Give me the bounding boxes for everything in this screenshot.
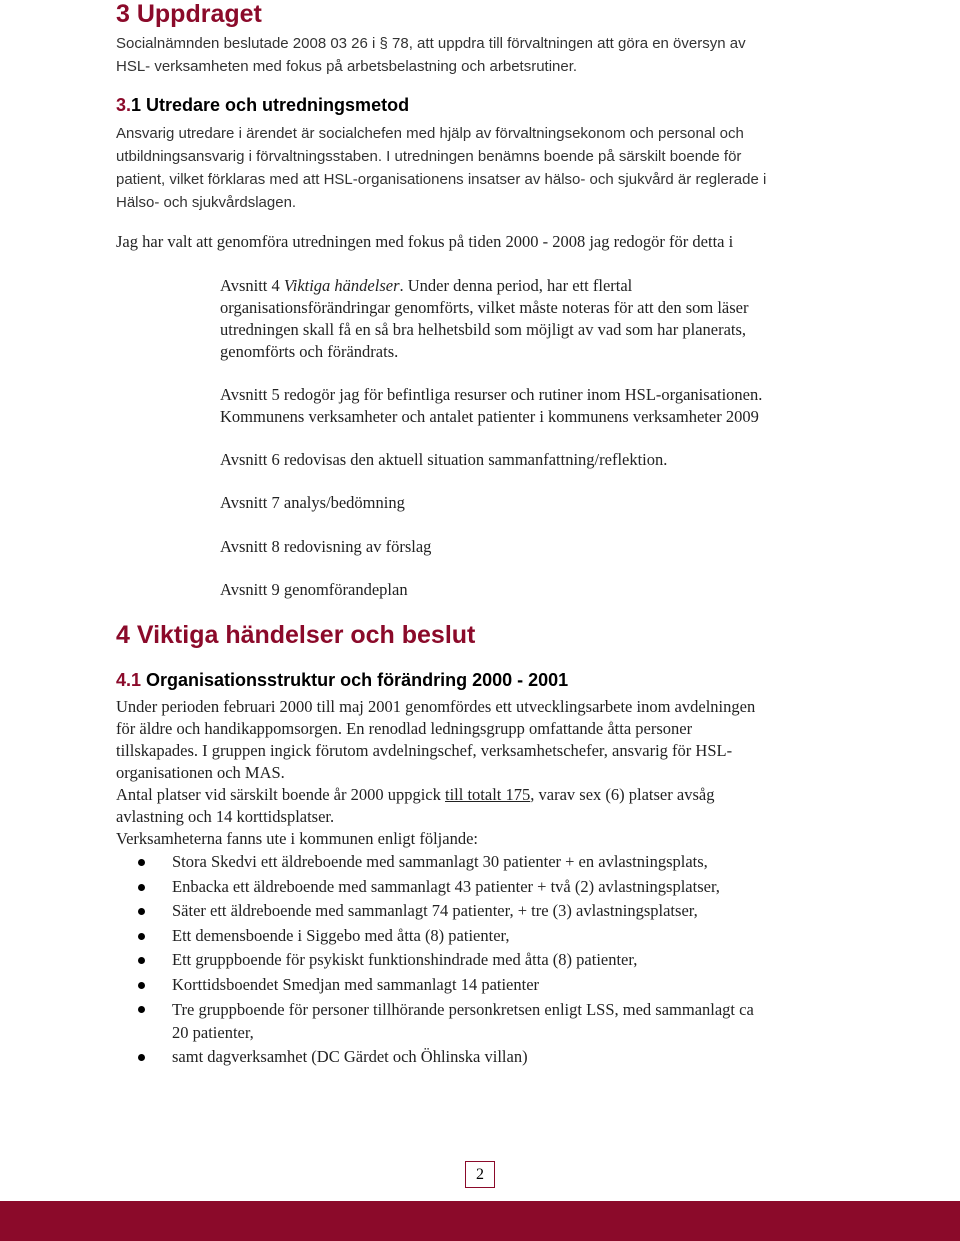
section-4-1-heading	[116, 670, 568, 691]
list-item-text: 20 patienter,	[172, 1023, 254, 1042]
list-item-text: Stora Skedvi ett äldreboende med sammanlagt 30 patienter + en avlastningsplats,	[172, 852, 708, 871]
text-line: Verksamheterna fanns ute i kommunen enligt följande:	[116, 829, 478, 848]
bullet-icon	[138, 859, 145, 866]
heading-number: 3.	[116, 95, 132, 115]
avsnitt-6: Avsnitt 6 redovisas den aktuell situation sammanfattning/reflektion.	[220, 450, 668, 469]
text-line: Ansvarig utredare i ärendet är socialchefen med hjälp av förvaltningsekonom och personal och	[116, 125, 744, 142]
facilities-list	[116, 850, 754, 1070]
text-span: , varav sex (6) platser avsåg	[530, 785, 715, 804]
list-item	[116, 875, 754, 900]
avsnitt-7: Avsnitt 7 analys/bedömning	[220, 493, 405, 512]
bullet-icon	[138, 1054, 145, 1061]
text-line: Kommunens verksamheter och antalet patienter i kommunens verksamheter 2009	[220, 407, 759, 426]
section-3-1-paragraph	[116, 122, 766, 214]
underlined-text: till totalt 175	[445, 785, 531, 804]
text-line: Hälso- och sjukvårdslagen.	[116, 194, 297, 211]
text-line: organisationen och MAS.	[116, 763, 285, 782]
italic-text: Viktiga händelser	[283, 276, 400, 295]
list-item-text: Enbacka ett äldreboende med sammanlagt 43 patienter + två (2) avlastningsplatser,	[172, 876, 720, 896]
text-line: utredningen skall få en så bra helhetsbild som möjligt av vad som har planerats,	[220, 320, 747, 339]
text-line: tillskapades. I gruppen ingick förutom avdelningschef, verksamhetschefer, ansvarig för HSL-	[116, 741, 733, 760]
section-3-heading: 3 Uppdraget	[116, 0, 262, 28]
text-line: patient, vilket förklaras med att HSL-organisationens insatser av hälso- och sjukvård är reglerade i	[116, 171, 767, 188]
bullet-icon	[138, 1006, 145, 1013]
text-line: för äldre och handikappomsorgen. En renodlad ledningsgrupp omfattande åtta personer	[116, 719, 693, 738]
text-line	[116, 784, 755, 806]
focus-line: Jag har valt att genomföra utredningen med fokus på tiden 2000 - 2008 jag redogör för detta i	[116, 232, 734, 251]
text-line: Avsnitt 5 redogör jag för befintliga resurser och rutiner inom HSL-organisationen.	[220, 385, 763, 404]
list-item-text: Ett demensboende i Siggebo med åtta (8) patienter,	[172, 925, 510, 945]
bullet-icon	[138, 884, 145, 891]
list-item	[116, 1045, 754, 1070]
list-item	[116, 948, 754, 973]
text-line: genomförts och förändrats.	[220, 342, 399, 361]
list-item	[116, 997, 754, 1045]
text-line	[116, 145, 766, 168]
list-item-text: Korttidsboendet Smedjan med sammanlagt 14 patienter	[172, 974, 540, 994]
bullet-icon	[138, 957, 145, 964]
text-line	[220, 275, 748, 297]
footer-bar	[0, 1201, 960, 1241]
section-4-heading: 4 Viktiga händelser och beslut	[116, 621, 476, 649]
bullet-icon	[138, 933, 145, 940]
section-3-1-heading	[116, 95, 409, 116]
text-line: Under perioden februari 2000 till maj 2001 genomfördes ett utvecklingsarbete inom avdelningen	[116, 697, 756, 716]
list-item-text: Tre gruppboende för personer tillhörande personkretsen enligt LSS, med sammanlagt ca	[172, 1000, 754, 1019]
list-item	[116, 973, 754, 998]
text-span: I utredningen benämns boende på särskilt boende för	[386, 148, 742, 165]
heading-text: Organisationsstruktur och förändring 2000 - 2001	[141, 670, 569, 690]
text-line: Socialnämnden beslutade 2008 03 26 i § 78, att uppdra till förvaltningen att göra en översyn av	[116, 35, 746, 52]
list-item-text: Ett gruppboende för psykiskt funktionshindrade med åtta (8) patienter,	[172, 950, 638, 969]
avsnitt-5-paragraph	[220, 384, 762, 428]
section-3-intro	[116, 32, 746, 78]
text-span: utbildningsansvarig i förvaltningsstaben.	[116, 148, 382, 165]
list-item-text: samt dagverksamhet (DC Gärdet och Öhlinska villan)	[172, 1047, 528, 1066]
list-item	[116, 924, 754, 949]
bullet-icon	[138, 982, 145, 989]
avsnitt-8: Avsnitt 8 redovisning av förslag	[220, 537, 432, 556]
list-item	[116, 899, 754, 924]
list-item-text: Säter ett äldreboende med sammanlagt 74 patienter, + tre (3) avlastningsplatser,	[172, 901, 698, 920]
avsnitt-4-paragraph	[220, 275, 748, 363]
heading-text: 1 Utredare och utredningsmetod	[131, 95, 410, 115]
text-span: . Under denna period, har ett flertal	[399, 276, 633, 295]
text-span: Avsnitt 4	[220, 276, 284, 295]
bullet-icon	[138, 908, 145, 915]
page-number: 2	[465, 1161, 495, 1188]
heading-number: 4.1	[116, 670, 142, 690]
list-item	[116, 850, 754, 875]
section-4-1-paragraph	[116, 696, 755, 850]
text-line: HSL- verksamheten med fokus på arbetsbelastning och arbetsrutiner.	[116, 58, 578, 75]
text-line: organisationsförändringar genomförts, vilket måste noteras för att den som läser	[220, 298, 749, 317]
text-line: avlastning och 14 korttidsplatser.	[116, 807, 335, 826]
text-span: Antal platser vid särskilt boende år 2000 uppgick	[116, 785, 446, 804]
avsnitt-9: Avsnitt 9 genomförandeplan	[220, 580, 408, 599]
